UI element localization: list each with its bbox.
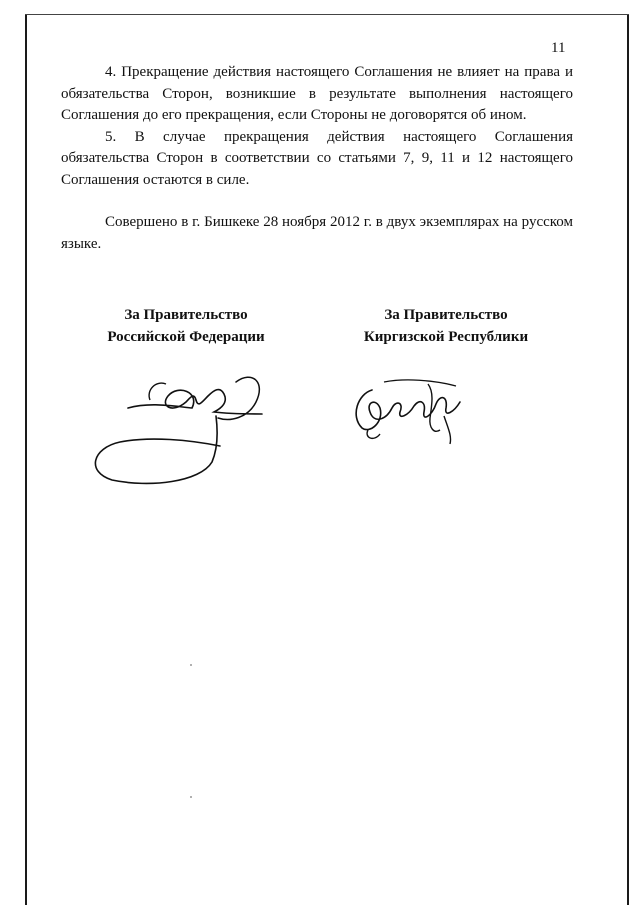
document-body [61, 62, 573, 255]
scan-border-top [25, 14, 629, 15]
signatory-russia-line1: За Правительство [124, 307, 248, 323]
scan-border-left [25, 14, 27, 905]
signatory-kyrgyzstan-line2: Киргизской Республики [363, 329, 529, 345]
paragraph-5: 5. В случае прекращения действия настоящего Соглашения обязательства Сторон в соответствии со статьями 7, 9, 11 и 12 настоящего Соглашения остаются в силе. [61, 128, 573, 188]
signatory-russia-line2: Российской Федерации [107, 329, 265, 345]
scan-border-right [627, 14, 629, 905]
signatory-kyrgyzstan [326, 304, 566, 348]
signature-kyrgyzstan [344, 372, 474, 452]
signatory-russia [66, 304, 306, 348]
paragraph-4: 4. Прекращение действия настоящего Соглашения не влияет на права и обязательства Сторон, возникшие в результате выполнения настоящего Соглашения до его прекращения, если Стороны не договорятся об ином. [61, 64, 573, 123]
scan-speck [190, 664, 192, 666]
page-number: 11 [551, 40, 566, 56]
scan-speck [190, 796, 192, 798]
paragraph-signing: Совершено в г. Бишкеке 28 ноября 2012 г. в двух экземплярах на русском языке. [61, 214, 573, 252]
signatory-kyrgyzstan-line1: За Правительство [384, 307, 508, 323]
signature-russia [90, 362, 280, 492]
